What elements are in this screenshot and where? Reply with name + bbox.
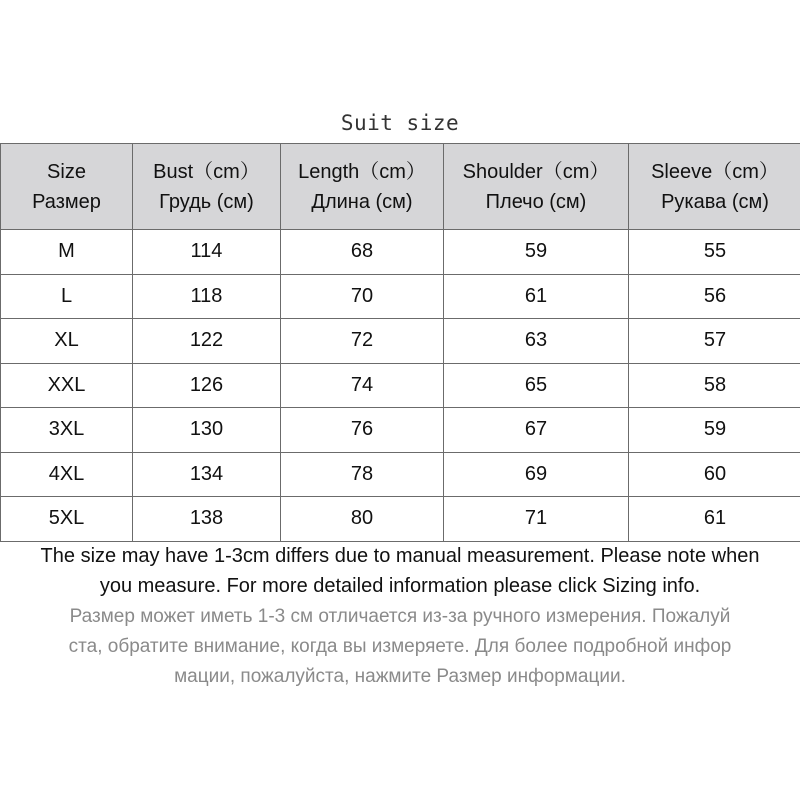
cell-size: XL (1, 319, 133, 364)
cell-length: 78 (281, 452, 444, 497)
cell-sleeve: 60 (629, 452, 800, 497)
cell-bust: 130 (133, 408, 281, 453)
cell-bust: 118 (133, 274, 281, 319)
header-label-en: Sleeve（cm） (651, 160, 779, 183)
table-header-row (1, 144, 800, 230)
cell-bust: 114 (133, 230, 281, 275)
header-label-en: Length（cm） (298, 160, 426, 183)
table-row (1, 274, 800, 319)
table-row (1, 319, 800, 364)
cell-shoulder: 59 (444, 230, 629, 275)
cell-length: 80 (281, 497, 444, 542)
table-row (1, 363, 800, 408)
cell-length: 70 (281, 274, 444, 319)
cell-bust: 138 (133, 497, 281, 542)
cell-length: 68 (281, 230, 444, 275)
cell-bust: 134 (133, 452, 281, 497)
cell-length: 72 (281, 319, 444, 364)
header-label-en: Size (47, 160, 86, 183)
cell-bust: 122 (133, 319, 281, 364)
header-label-ru: Грудь (см) (159, 190, 254, 213)
note-line: The size may have 1-3cm differs due to manual measurement. Please note when (40, 545, 760, 567)
table-row (1, 497, 800, 542)
cell-sleeve: 55 (629, 230, 800, 275)
cell-size: 4XL (1, 452, 133, 497)
table-row (1, 452, 800, 497)
table-row (1, 408, 800, 453)
cell-sleeve: 61 (629, 497, 800, 542)
cell-shoulder: 67 (444, 408, 629, 453)
cell-shoulder: 61 (444, 274, 629, 319)
note-line: мации, пожалуйста, нажмите Размер информации. (174, 666, 626, 687)
header-label-en: Shoulder（cm） (462, 160, 610, 183)
cell-sleeve: 58 (629, 363, 800, 408)
table-row (1, 230, 800, 275)
cell-size: 3XL (1, 408, 133, 453)
header-label-ru: Длина (см) (311, 190, 413, 213)
cell-shoulder: 63 (444, 319, 629, 364)
cell-length: 74 (281, 363, 444, 408)
cell-shoulder: 69 (444, 452, 629, 497)
header-bust (133, 144, 281, 230)
size-table (0, 143, 800, 542)
header-label-ru: Размер (32, 190, 101, 213)
cell-length: 76 (281, 408, 444, 453)
header-shoulder (444, 144, 629, 230)
measurement-notes (0, 541, 800, 692)
cell-size: M (1, 230, 133, 275)
note-english (0, 541, 800, 601)
cell-sleeve: 59 (629, 408, 800, 453)
cell-shoulder: 65 (444, 363, 629, 408)
header-label-ru: Плечо (см) (485, 190, 587, 213)
cell-sleeve: 56 (629, 274, 800, 319)
cell-sleeve: 57 (629, 319, 800, 364)
cell-size: XXL (1, 363, 133, 408)
note-line: Размер может иметь 1-3 см отличается из-за ручного измерения. Пожалуй (69, 606, 731, 627)
page-title: Suit size (340, 111, 460, 135)
header-label-en: Bust（cm） (153, 160, 260, 183)
cell-size: L (1, 274, 133, 319)
cell-bust: 126 (133, 363, 281, 408)
header-size (1, 144, 133, 230)
header-label-ru: Рукава (см) (661, 190, 769, 213)
note-line: you measure. For more detailed information please click Sizing info. (99, 575, 701, 597)
header-sleeve (629, 144, 800, 230)
cell-shoulder: 71 (444, 497, 629, 542)
header-length (281, 144, 444, 230)
note-line: ста, обратите внимание, когда вы измеряете. Для более подробной инфор (68, 636, 732, 657)
note-russian (0, 602, 800, 692)
cell-size: 5XL (1, 497, 133, 542)
